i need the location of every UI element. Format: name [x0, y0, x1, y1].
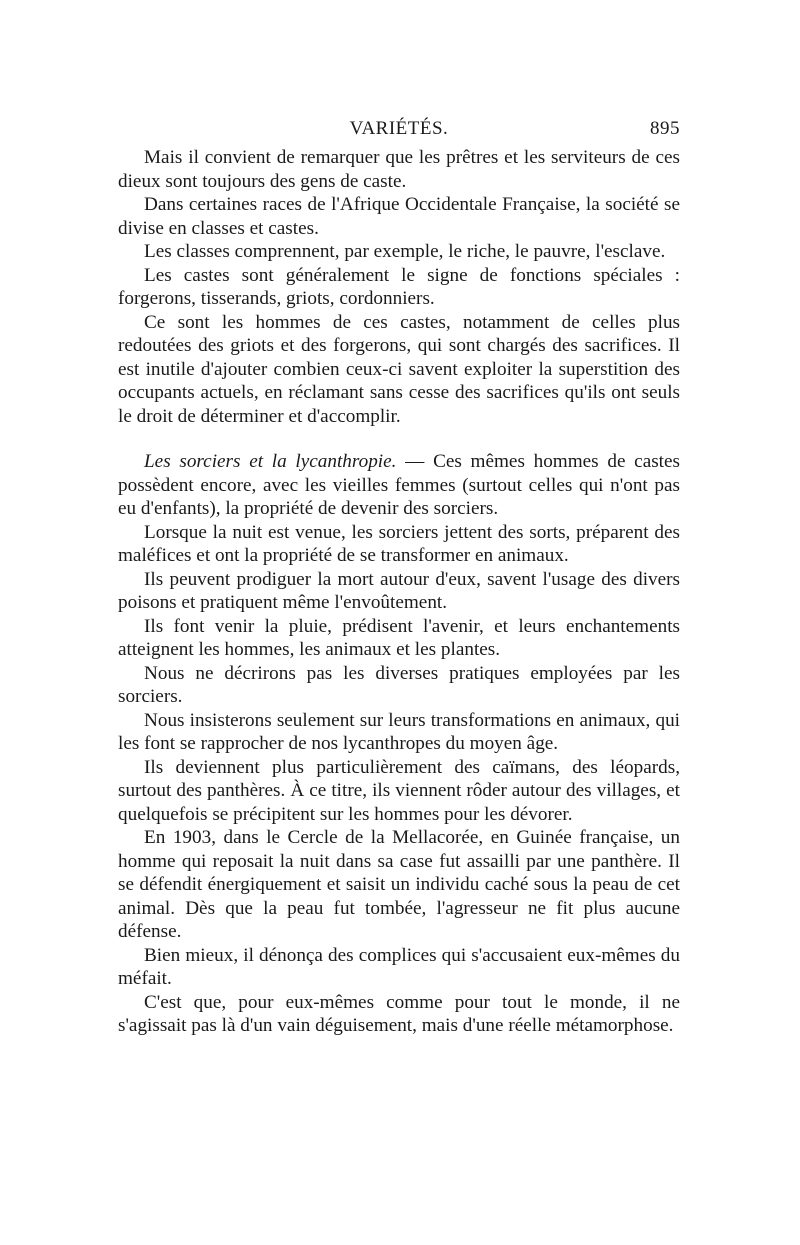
- paragraph: Les classes comprennent, par exemple, le riche, le pauvre, l'esclave.: [144, 241, 666, 262]
- section-lead-text: — Ces mêmes hommes de castes possèdent encore, avec les vieilles femmes (surtout celles qui n'ont pas eu d'enfants), la propriété de devenir des sorciers.: [118, 451, 680, 519]
- paragraph: Les castes sont généralement le signe de fonctions spéciales : forgerons, tisserands, griots, cordonniers.: [118, 264, 680, 309]
- paragraph: Ils deviennent plus particulièrement des caïmans, des léopards, surtout des panthères. À ce titre, ils viennent rôder autour des villages, et quelquefois se précipitent sur les hommes pour les dévorer.: [118, 756, 680, 825]
- body-text: [118, 146, 680, 1038]
- paragraph: Ce sont les hommes de ces castes, notamment de celles plus redoutées des griots et des forgerons, qui sont chargés des sacrifices. Il est inutile d'ajouter combien ceux-ci savent exploiter la superstition des occupants actuels, en réclamant sans cesse des sacrifices qu'ils ont seuls le droit de déterminer et d'accomplir.: [118, 311, 680, 427]
- paragraph: Nous insisterons seulement sur leurs transformations en animaux, qui les font se rapprocher de nos lycanthropes du moyen âge.: [118, 709, 680, 754]
- paragraph: Ils font venir la pluie, prédisent l'avenir, et leurs enchantements atteignent les hommes, les animaux et les plantes.: [118, 615, 680, 660]
- paragraph: En 1903, dans le Cercle de la Mellacorée, en Guinée française, un homme qui reposait la nuit dans sa case fut assailli par une panthère. Il se défendit énergiquement et saisit un individu caché sous la peau de cet animal. Dès que la peau fut tombée, l'agresseur ne fit plus aucune défense.: [118, 827, 680, 942]
- paragraph: Mais il convient de remarquer que les prêtres et les serviteurs de ces dieux sont toujours des gens de caste.: [118, 147, 680, 192]
- paragraph: Nous ne décrirons pas les diverses pratiques employées par les sorciers.: [118, 662, 680, 707]
- section-heading: Les sorciers et la lycanthropie.: [144, 451, 397, 472]
- running-title: VARIÉTÉS.: [349, 118, 449, 139]
- paragraph: Dans certaines races de l'Afrique Occidentale Française, la société se divise en classes et castes.: [118, 194, 680, 239]
- paragraph: C'est que, pour eux-mêmes comme pour tout le monde, il ne s'agissait pas là d'un vain déguisement, mais d'une réelle métamorphose.: [118, 991, 680, 1036]
- page-number: 895: [650, 118, 680, 139]
- paragraph: Lorsque la nuit est venue, les sorciers jettent des sorts, préparent des maléfices et ont la propriété de se transformer en animaux.: [118, 521, 680, 566]
- paragraph: Ils peuvent prodiguer la mort autour d'eux, savent l'usage des divers poisons et pratiquent même l'envoûtement.: [118, 568, 680, 613]
- book-page: [118, 112, 680, 1038]
- running-head: [118, 112, 680, 146]
- section-lead-paragraph: [118, 450, 680, 521]
- paragraph: Bien mieux, il dénonça des complices qui s'accusaient eux-mêmes du méfait.: [118, 944, 680, 989]
